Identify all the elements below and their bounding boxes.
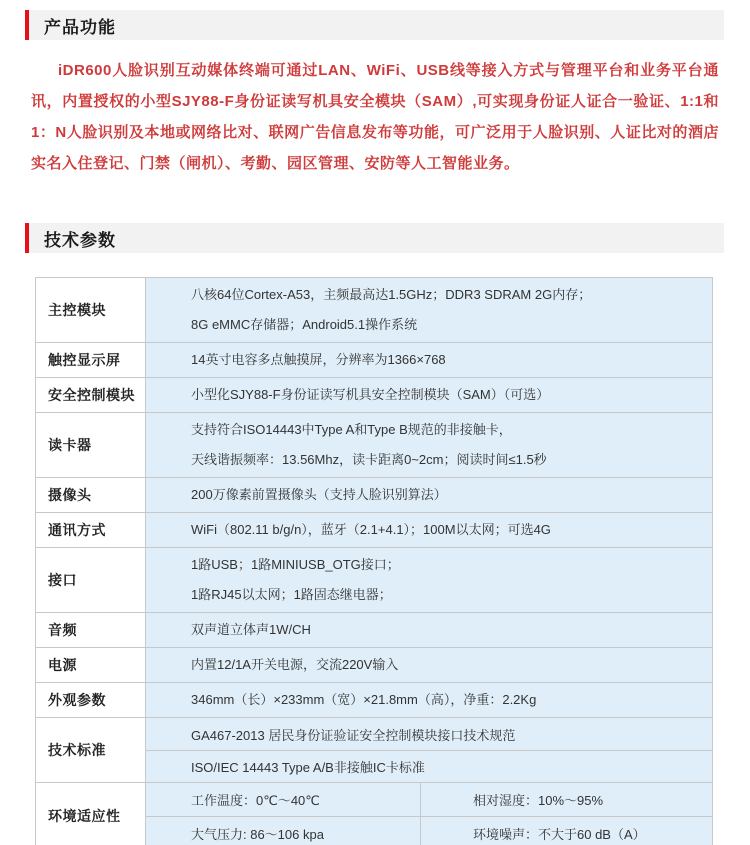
row-label: 安全控制模块 bbox=[36, 378, 146, 412]
env-cell-pressure: 大气压力: 86～106 kpa bbox=[146, 817, 421, 845]
table-row-camera bbox=[36, 477, 712, 512]
row-label: 外观参数 bbox=[36, 683, 146, 717]
row-label: 接口 bbox=[36, 548, 146, 612]
spec-table bbox=[35, 277, 713, 845]
row-label: 电源 bbox=[36, 648, 146, 682]
table-row-audio bbox=[36, 612, 712, 647]
row-label: 音频 bbox=[36, 613, 146, 647]
row-value bbox=[146, 413, 712, 477]
env-cell-temperature: 工作温度：0℃～40℃ bbox=[146, 783, 421, 816]
row-value bbox=[146, 683, 712, 717]
standard-line: GA467-2013 居民身份证验证安全控制模块接口技术规范 bbox=[191, 727, 516, 743]
value-line: 200万像素前置摄像头（支持人脸识别算法） bbox=[191, 487, 447, 502]
row-value bbox=[146, 613, 712, 647]
environment-subrow bbox=[146, 816, 712, 845]
table-row-security-module bbox=[36, 377, 712, 412]
tech-params-title: 技术参数 bbox=[44, 230, 116, 250]
row-label: 摄像头 bbox=[36, 478, 146, 512]
row-value bbox=[146, 478, 712, 512]
env-cell-humidity: 相对湿度：10%～95% bbox=[473, 793, 604, 808]
row-value bbox=[146, 648, 712, 682]
value-line: WiFi（802.11 b/g/n），蓝牙（2.1+4.1）；100M以太网；可选4G bbox=[191, 522, 551, 537]
row-value bbox=[146, 278, 712, 342]
value-line: 1路RJ45以太网；1路固态继电器； bbox=[191, 587, 392, 602]
table-row-power bbox=[36, 647, 712, 682]
value-line: 小型化SJY88-F身份证读写机具安全控制模块（SAM）（可选） bbox=[191, 387, 550, 402]
value-line: 内置12/1A开关电源，交流220V输入 bbox=[191, 657, 399, 672]
environment-subrow bbox=[146, 783, 712, 816]
value-line: 1路USB；1路MINIUSB_OTG接口； bbox=[191, 557, 400, 572]
row-value bbox=[146, 513, 712, 547]
product-features-title: 产品功能 bbox=[44, 17, 116, 37]
table-row-standards bbox=[36, 717, 712, 782]
row-label: 通讯方式 bbox=[36, 513, 146, 547]
env-cell-noise: 环境噪声：不大于60 dB（A） bbox=[473, 826, 646, 842]
value-line: 八核64位Cortex-A53，主频最高达1.5GHz；DDR3 SDRAM 2G内存； bbox=[191, 287, 592, 302]
row-value bbox=[146, 718, 712, 782]
value-line: 8G eMMC存储器；Android5.1操作系统 bbox=[191, 317, 418, 332]
value-line: 14英寸电容多点触摸屏，分辨率为1366×768 bbox=[191, 352, 446, 367]
row-label: 主控模块 bbox=[36, 278, 146, 342]
row-label: 读卡器 bbox=[36, 413, 146, 477]
value-line: 346mm（长）×233mm（宽）×21.8mm（高），净重：2.2Kg bbox=[191, 692, 537, 707]
table-row-card-reader bbox=[36, 412, 712, 477]
standard-line: ISO/IEC 14443 Type A/B非接触IC卡标准 bbox=[146, 750, 712, 782]
value-line: 支持符合ISO14443中Type A和Type B规范的非接触卡， bbox=[191, 422, 512, 437]
table-row-display bbox=[36, 342, 712, 377]
row-value bbox=[146, 783, 712, 845]
row-value bbox=[146, 378, 712, 412]
row-value bbox=[146, 343, 712, 377]
product-features-paragraph: iDR600人脸识别互动媒体终端可通过LAN、WiFi、USB线等接入方式与管理平台和业务平台通讯，内置授权的小型SJY88-F身份证读写机具安全模块（SAM）,可实现身份证人证合一验证、1:1和1：N人脸识别及本地或网络比对、联网广告信息发布等功能，可广泛用于人脸识别、人证比对的酒店实名入住登记、门禁（闸机）、考勤、园区管理、安防等人工智能业务。 bbox=[31, 62, 719, 172]
value-line: 双声道立体声1W/CH bbox=[191, 622, 311, 637]
row-label: 触控显示屏 bbox=[36, 343, 146, 377]
product-features-header bbox=[25, 10, 724, 40]
row-label: 环境适应性 bbox=[36, 783, 146, 845]
table-row-dimensions bbox=[36, 682, 712, 717]
row-value bbox=[146, 548, 712, 612]
value-line: 天线谐振频率：13.56Mhz，读卡距离0~2cm；阅读时间≤1.5秒 bbox=[191, 452, 547, 467]
table-row-communication bbox=[36, 512, 712, 547]
row-label: 技术标准 bbox=[36, 718, 146, 782]
table-row-main-control bbox=[36, 278, 712, 342]
table-row-environment bbox=[36, 782, 712, 845]
table-row-ports bbox=[36, 547, 712, 612]
tech-params-header bbox=[25, 223, 724, 253]
